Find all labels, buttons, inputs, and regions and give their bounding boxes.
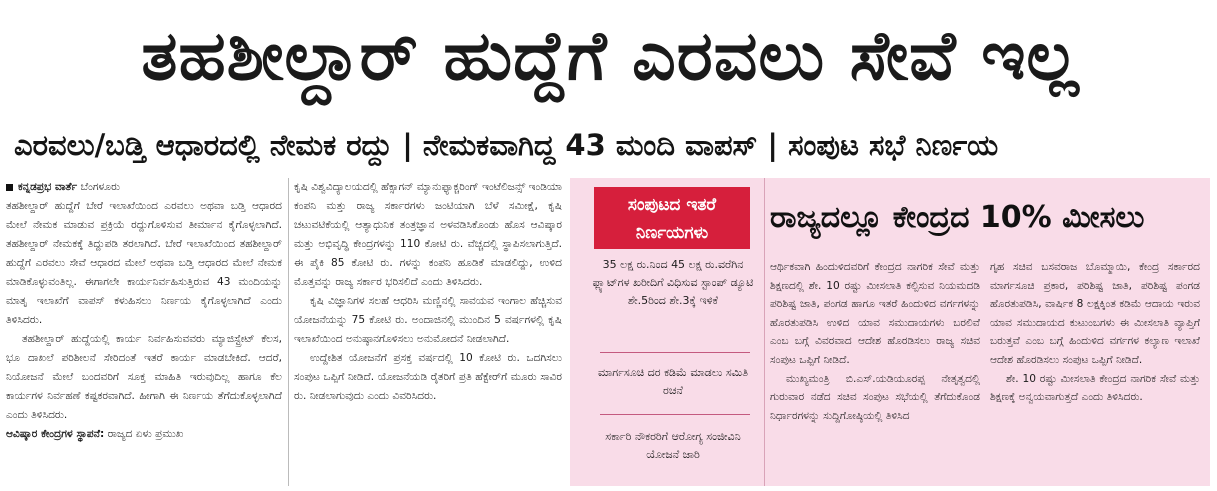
column2-para1: ಕೃಷಿ ವಿಶ್ವವಿದ್ಯಾಲಯದಲ್ಲಿ ಹೆಕ್ಸಾಗನ್ ಮ್ಯಾನುಫ್ಯಾಕ್ಚರಿಂಗ್ ಇಂಟೆಲಿಜನ್ಸ್ ಇಂಡಿಯಾ ಕಂಪನಿ ಮತ್ತು ರಾಜ್ಯ ಸರ್ಕಾರಗಳು ಜಂಟಿಯಾಗಿ ಬೆಳೆ ಸಮೀಕ್ಷೆ, ಕೃಷಿ ಚಟುವಟಿಕೆಯಲ್ಲಿ ಆತ್ಯಾಧುನಿಕ ತಂತ್ರಜ್ಞಾನ ಅಳವಡಿಸಿಕೊಂಡು ಹೊಸ ಆವಿಷ್ಕಾರ ಮತ್ತು ಅಭಿವೃದ್ಧಿ ಕೇಂದ್ರಗಳನ್ನು 110 ಕೋಟಿ ರು. ವೆಚ್ಚದಲ್ಲಿ ಸ್ಥಾಪಿಸಲಾಗುತ್ತಿದೆ. ಈ ಪೈಕಿ 85 ಕೋಟಿ ರು. ಗಳನ್ನು ಕಂಪನಿ ಹೂಡಿಕೆ ಮಾಡಲಿದ್ದು, ಉಳಿದ ಮೊತ್ತವನ್ನು ರಾಜ್ಯ ಸರ್ಕಾರ ಭರಿಸಲಿದೆ ಎಂದು ತಿಳಿಸಿದರು. [294,181,562,288]
article-column-2 [294,178,562,491]
sidebar-divider [600,352,750,353]
box-col2-para1: ಗೃಹ ಸಚಿವ ಬಸವರಾಜ ಬೊಮ್ಮಾಯಿ, ಕೇಂದ್ರ ಸರ್ಕಾರದ ಮಾರ್ಗಸೂಚಿ ಪ್ರಕಾರ, ಪರಿಶಿಷ್ಟ ಜಾತಿ, ಪರಿಶಿಷ್ಟ ಪಂಗಡ ಹೊರತುಪಡಿಸಿ, ವಾರ್ಷಿಕ 8 ಲಕ್ಷಕ್ಕಿಂತ ಕಡಿಮೆ ಆದಾಯ ಇರುವ ಯಾವ ಸಮುದಾಯದ ಕುಟುಂಬಗಳು ಈ ಮೀಸಲಾತಿ ವ್ಯಾಪ್ತಿಗೆ ಬರುತ್ತವೆ ಎಂಬ ಬಗ್ಗೆ ಹಿಂದುಳಿದ ವರ್ಗಗಳ ಕಲ್ಯಾಣ ಇಲಾಖೆ ಆದೇಶ ಹೊರಡಿಸಲು ಸಂಪುಟ ಒಪ್ಪಿಗೆ ನೀಡಿದೆ. [990,261,1200,366]
column1-para2: ತಹಶೀಲ್ದಾರ್ ಹುದ್ದೆಯಲ್ಲಿ ಕಾರ್ಯ ನಿರ್ವಹಿಸುವವರು ಮ್ಯಾಜಿಸ್ಟ್ರೇಟ್ ಕೆಲಸ, ಭೂ ದಾಖಲೆ ಪರಿಶೀಲನೆ ಸೇರಿದಂತೆ ಇತರೆ ಕಾರ್ಯ ಮಾಡಬೇಕಿದೆ. ಆದರೆ, ನಿಯೋಜನೆ ಮೇಲೆ ಬಂದವರಿಗೆ ಸೂಕ್ತ ಮಾಹಿತಿ ಇರುವುದಿಲ್ಲ ಹಾಗೂ ಕೆಲ ಕಾರ್ಯಗಳ ನಿರ್ವಹಣೆ ಕಷ್ಟಕರವಾಗಿದೆ. ಹೀಗಾಗಿ ಈ ನಿರ್ಣಯ ತೆಗೆದುಕೊಳ್ಳಲಾಗಿದೆ ಎಂದು ತಿಳಿಸಿದರು. [6,333,282,421]
box-headline: ರಾಜ್ಯದಲ್ಲೂ ಕೇಂದ್ರದ 10% ಮೀಸಲು [770,200,1145,235]
bullet-icon [6,184,13,191]
box-column-1 [770,258,980,488]
sidebar-title: ಸಂಪುಟದ ಇತರೆ ನಿರ್ಣಯಗಳು [594,187,750,249]
byline [6,178,282,197]
box-col2-para2: ಶೇ. 10 ರಷ್ಟು ಮೀಸಲಾತಿ ಕೇಂದ್ರದ ನಾಗರಿಕ ಸೇವೆ ಮತ್ತು ಶಿಕ್ಷಣಕ್ಕೆ ಅನ್ವಯವಾಗುತ್ತದೆ ಎಂದು ತಿಳಿಸಿದರು. [990,372,1200,404]
sidebar-divider-vertical [764,178,765,486]
subsection-title: ಆವಿಷ್ಕಾರ ಕೇಂದ್ರಗಳ ಸ್ಥಾಪನೆ: [6,428,105,440]
box-col1-para2: ಮುಖ್ಯಮಂತ್ರಿ ಬಿ.ಎಸ್.ಯಡಿಯೂರಪ್ಪ ನೇತೃತ್ವದಲ್ಲಿ ಗುರುವಾರ ನಡೆದ ಸಚಿವ ಸಂಪುಟ ಸಭೆಯಲ್ಲಿ ತೆಗೆದುಕೊಂಡ ನಿರ್ಧಾರಗಳನ್ನು ಸುದ್ದಿಗೋಷ್ಠಿಯಲ್ಲಿ ತಿಳಿಸಿದ [770,372,980,422]
column2-para3: ಉದ್ದೇಶಿತ ಯೋಜನೆಗೆ ಪ್ರಸಕ್ತ ವರ್ಷದಲ್ಲಿ 10 ಕೋಟಿ ರು. ಒದಗಿಸಲು ಸಂಪುಟ ಒಪ್ಪಿಗೆ ನೀಡಿದೆ. ಯೋಜನೆಯಡಿ ರೈತರಿಗೆ ಪ್ರತಿ ಹೆಕ್ಟೇರ್‌ಗೆ ಮೂರು ಸಾವಿರ ರು. ನೀಡಲಾಗುವುದು ಎಂದು ವಿವರಿಸಿದರು. [294,352,562,402]
headline: ತಹಶೀಲ್ದಾರ್ ಹುದ್ದೆಗೆ ಎರವಲು ಸೇವೆ ಇಲ್ಲ [141,17,1080,96]
column2-para2: ಕೃಷಿ ವಿಜ್ಞಾನಿಗಳ ಸಲಹೆ ಆಧರಿಸಿ ಮಣ್ಣಿನಲ್ಲಿ ಸಾವಯವ ಇಂಗಾಲ ಹೆಚ್ಚಿಸುವ ಯೋಜನೆಯನ್ನು 75 ಕೋಟಿ ರು. ಅಂದಾಜಿನಲ್ಲಿ ಮುಂದಿನ 5 ವರ್ಷಗಳಲ್ಲಿ ಕೃಷಿ ಇಲಾಖೆಯಿಂದ ಅನುಷ್ಠಾನಗೊಳಿಸಲು ಅನುಮೋದನೆ ನೀಡಲಾಗಿದೆ. [294,295,562,345]
byline-place: ಬೆಂಗಳೂರು [80,181,121,193]
box-column-2 [990,258,1200,488]
column1-subsection [6,425,282,444]
column1-para1: ತಹಶೀಲ್ದಾರ್ ಹುದ್ದೆಗೆ ಬೇರೆ ಇಲಾಖೆಯಿಂದ ಎರವಲು ಅಥವಾ ಬಡ್ತಿ ಆಧಾರದ ಮೇಲೆ ನೇಮಕ ಮಾಡುವ ಪ್ರಕ್ರಿಯೆ ರದ್ದುಗೊಳಿಸುವ ತೀರ್ಮಾನ ಕೈಗೊಳ್ಳಲಾಗಿದೆ. ತಹಶೀಲ್ದಾರ್ ನೇಮಕಕ್ಕೆ ತಿದ್ದುಪಡಿ ತರಲಾಗಿದೆ. ಬೇರೆ ಇಲಾಖೆಯಿಂದ ತಹಶೀಲ್ದಾರ್ ಹುದ್ದೆಗೆ ಎರವಲು ಸೇವೆ ಆಧಾರದ ಮೇಲೆ ಅಥವಾ ಬಡ್ತಿ ಆಧಾರದ ಮೇಲೆ ನೇಮಕ ಮಾಡಿಕೊಳ್ಳುವಂತಿಲ್ಲ. ಈಗಾಗಲೇ ಕಾರ್ಯನಿರ್ವಹಿಸುತ್ತಿರುವ 43 ಮಂದಿಯನ್ನು ಮಾತೃ ಇಲಾಖೆಗೆ ವಾಪಸ್ ಕಳುಹಿಸಲು ನಿರ್ಣಯ ಕೈಗೊಳ್ಳಲಾಗಿದೆ ಎಂದು ತಿಳಿಸಿದರು. [6,200,282,326]
subheadline: ಎರವಲು/ಬಡ್ತಿ ಆಧಾರದಲ್ಲಿ ನೇಮಕ ರದ್ದು | ನೇಮಕವಾಗಿದ್ದ 43 ಮಂದಿ ವಾಪಸ್ | ಸಂಪುಟ ಸಭೆ ನಿರ್ಣಯ [14,128,999,162]
byline-source: ಕನ್ನಡಪ್ರಭ ವಾರ್ತೆ [18,181,78,193]
sidebar-item: ಮಾರ್ಗಸೂಚಿ ದರ ಕಡಿಮೆ ಮಾಡಲು ಸಮಿತಿ ರಚನೆ [597,366,749,397]
column-divider [288,178,289,486]
article-column-1 [6,178,282,491]
sidebar-item: ಸರ್ಕಾರಿ ನೌಕರರಿಗೆ ಆರೋಗ್ಯ ಸಂಜೀವಿನಿ ಯೋಜನೆ ಜಾರಿ [605,430,741,461]
box-col1-para1: ಆರ್ಥಿಕವಾಗಿ ಹಿಂದುಳಿದವರಿಗೆ ಕೇಂದ್ರದ ನಾಗರಿಕ ಸೇವೆ ಮತ್ತು ಶಿಕ್ಷಣದಲ್ಲಿ ಶೇ. 10 ರಷ್ಟು ಮೀಸಲಾತಿ ಕಲ್ಪಿಸುವ ನಿಯಮದಡಿ ಪರಿಶಿಷ್ಟ ಜಾತಿ, ಪಂಗಡ ಹಾಗೂ ಇತರೆ ಹಿಂದುಳಿದ ವರ್ಗಗಳನ್ನು ಹೊರತುಪಡಿಸಿ ಉಳಿದ ಯಾವ ಸಮುದಾಯಗಳು ಬರಲಿವೆ ಎಂಬ ಬಗ್ಗೆ ವಿವರವಾದ ಆದೇಶ ಹೊರಡಿಸಲು ರಾಜ್ಯ ಸಚಿವ ಸಂಪುಟ ಒಪ್ಪಿಗೆ ನೀಡಿದೆ. [770,261,980,366]
sidebar-divider [600,414,750,415]
sidebar-item: 35 ಲಕ್ಷ ರು.ನಿಂದ 45 ಲಕ್ಷ ರು.ವರೆಗಿನ ಫ್ಲ್ಯಾಟ್‌ಗಳ ಖರೀದಿಗೆ ವಿಧಿಸುವ ಸ್ಟಾಂಪ್ ಡ್ಯೂಟಿ ಶೇ.5ರಿಂದ ಶೇ.3ಕ್ಕೆ ಇಳಿಕೆ [592,258,754,307]
subsection-text: ರಾಜ್ಯದ ಏಳು ಪ್ರಮುಖ [107,428,184,440]
